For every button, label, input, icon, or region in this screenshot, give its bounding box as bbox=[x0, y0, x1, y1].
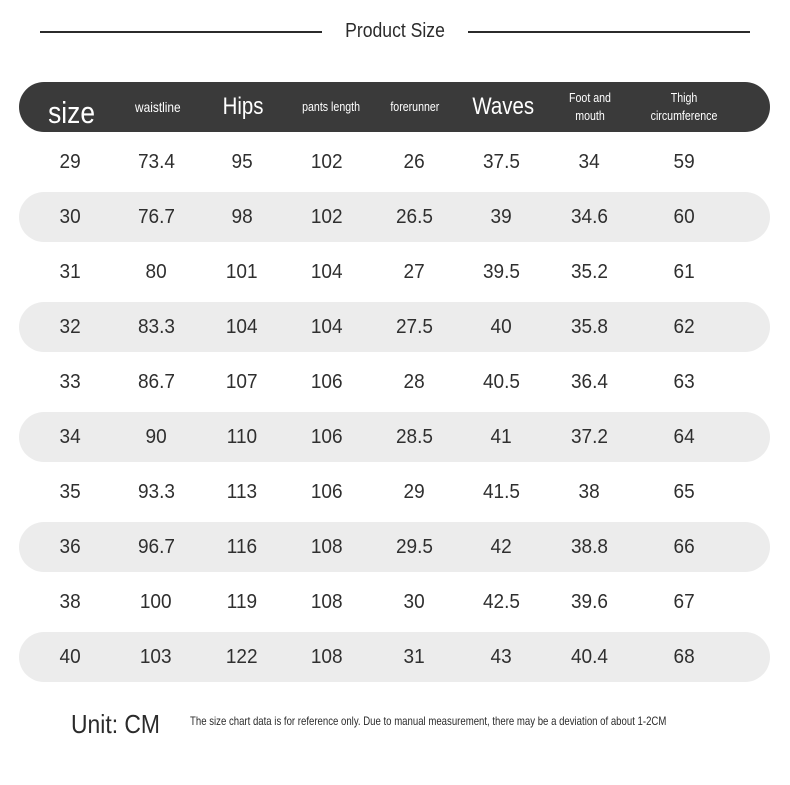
page-title: Product Size bbox=[345, 20, 445, 42]
cell-pants-length: 108 bbox=[311, 535, 343, 558]
cell-size: 38 bbox=[59, 590, 81, 613]
cell-size: 32 bbox=[59, 315, 81, 338]
cell-pants-length: 108 bbox=[311, 590, 343, 613]
table-row bbox=[19, 632, 770, 682]
cell-waves: 41 bbox=[490, 425, 512, 448]
cell-waves: 43 bbox=[490, 645, 512, 668]
cell-thigh-circumference: 67 bbox=[673, 590, 695, 613]
cell-size: 35 bbox=[59, 480, 81, 503]
cell-size: 31 bbox=[59, 260, 81, 283]
table-row bbox=[19, 357, 770, 407]
cell-waves: 40.5 bbox=[482, 370, 520, 393]
header-waistline: waistline bbox=[135, 99, 181, 115]
cell-waistline: 100 bbox=[140, 590, 172, 613]
header-hips: Hips bbox=[222, 93, 264, 120]
title-rule-right bbox=[468, 31, 750, 33]
cell-waistline: 86.7 bbox=[137, 370, 175, 393]
cell-forerunner: 27.5 bbox=[395, 315, 433, 338]
cell-hips: 95 bbox=[231, 150, 253, 173]
table-row bbox=[19, 247, 770, 297]
cell-size: 29 bbox=[59, 150, 81, 173]
cell-thigh-circumference: 64 bbox=[673, 425, 695, 448]
cell-waistline: 96.7 bbox=[137, 535, 175, 558]
table-row bbox=[19, 522, 770, 572]
cell-hips: 98 bbox=[231, 205, 253, 228]
cell-waistline: 103 bbox=[140, 645, 172, 668]
cell-hips: 107 bbox=[226, 370, 258, 393]
cell-forerunner: 27 bbox=[403, 260, 425, 283]
table-row bbox=[19, 467, 770, 517]
cell-hips: 110 bbox=[226, 425, 258, 448]
cell-pants-length: 104 bbox=[311, 315, 343, 338]
cell-foot-and-mouth: 38 bbox=[578, 480, 600, 503]
cell-size: 30 bbox=[59, 205, 81, 228]
cell-hips: 101 bbox=[226, 260, 258, 283]
cell-pants-length: 102 bbox=[311, 205, 343, 228]
title-rule-left bbox=[40, 31, 322, 33]
disclaimer-note: The size chart data is for reference only. Due to manual measurement, there may be a deviation of about 1-2CM bbox=[190, 714, 667, 728]
cell-waves: 39 bbox=[490, 205, 512, 228]
cell-foot-and-mouth: 39.6 bbox=[570, 590, 608, 613]
table-row bbox=[19, 302, 770, 352]
cell-waistline: 80 bbox=[145, 260, 167, 283]
cell-forerunner: 28.5 bbox=[395, 425, 433, 448]
cell-waistline: 90 bbox=[145, 425, 167, 448]
cell-forerunner: 29 bbox=[403, 480, 425, 503]
cell-forerunner: 31 bbox=[403, 645, 425, 668]
cell-forerunner: 26 bbox=[403, 150, 425, 173]
header-forerunner: forerunner bbox=[390, 100, 440, 114]
cell-size: 40 bbox=[59, 645, 81, 668]
cell-waves: 40 bbox=[490, 315, 512, 338]
table-row bbox=[19, 577, 770, 627]
cell-foot-and-mouth: 40.4 bbox=[570, 645, 608, 668]
cell-waistline: 83.3 bbox=[137, 315, 175, 338]
cell-foot-and-mouth: 37.2 bbox=[570, 425, 608, 448]
unit-label: Unit: CM bbox=[71, 709, 160, 739]
header-size: size bbox=[48, 95, 96, 130]
cell-thigh-circumference: 65 bbox=[673, 480, 695, 503]
cell-thigh-circumference: 62 bbox=[673, 315, 695, 338]
header-thigh-circumference: Thigh circumference bbox=[650, 91, 718, 123]
cell-thigh-circumference: 59 bbox=[673, 150, 695, 173]
cell-thigh-circumference: 66 bbox=[673, 535, 695, 558]
cell-hips: 116 bbox=[226, 535, 258, 558]
cell-waves: 42 bbox=[490, 535, 512, 558]
cell-waves: 37.5 bbox=[482, 150, 520, 173]
cell-thigh-circumference: 63 bbox=[673, 370, 695, 393]
cell-size: 33 bbox=[59, 370, 81, 393]
cell-foot-and-mouth: 36.4 bbox=[570, 370, 608, 393]
cell-pants-length: 102 bbox=[311, 150, 343, 173]
cell-waves: 42.5 bbox=[482, 590, 520, 613]
cell-hips: 119 bbox=[226, 590, 258, 613]
cell-pants-length: 106 bbox=[311, 370, 343, 393]
title-bar bbox=[40, 20, 750, 50]
cell-pants-length: 108 bbox=[311, 645, 343, 668]
cell-hips: 104 bbox=[226, 315, 258, 338]
cell-foot-and-mouth: 35.2 bbox=[570, 260, 608, 283]
header-foot-and-mouth: Foot and mouth bbox=[569, 91, 611, 123]
cell-forerunner: 28 bbox=[403, 370, 425, 393]
cell-waves: 39.5 bbox=[482, 260, 520, 283]
cell-hips: 113 bbox=[226, 480, 258, 503]
cell-pants-length: 106 bbox=[311, 425, 343, 448]
cell-waistline: 93.3 bbox=[137, 480, 175, 503]
cell-forerunner: 30 bbox=[403, 590, 425, 613]
cell-size: 36 bbox=[59, 535, 81, 558]
cell-waves: 41.5 bbox=[482, 480, 520, 503]
cell-foot-and-mouth: 35.8 bbox=[570, 315, 608, 338]
cell-foot-and-mouth: 34.6 bbox=[570, 205, 608, 228]
cell-forerunner: 29.5 bbox=[395, 535, 433, 558]
table-row bbox=[19, 137, 770, 187]
cell-pants-length: 106 bbox=[311, 480, 343, 503]
cell-pants-length: 104 bbox=[311, 260, 343, 283]
table-row bbox=[19, 192, 770, 242]
cell-waistline: 73.4 bbox=[137, 150, 175, 173]
cell-thigh-circumference: 68 bbox=[673, 645, 695, 668]
cell-thigh-circumference: 61 bbox=[673, 260, 695, 283]
header-waves: Waves bbox=[472, 93, 534, 120]
header-pants-length: pants length bbox=[302, 100, 360, 114]
cell-thigh-circumference: 60 bbox=[673, 205, 695, 228]
cell-foot-and-mouth: 34 bbox=[578, 150, 600, 173]
cell-hips: 122 bbox=[226, 645, 258, 668]
table-header bbox=[19, 82, 770, 132]
cell-foot-and-mouth: 38.8 bbox=[570, 535, 608, 558]
cell-waistline: 76.7 bbox=[137, 205, 175, 228]
cell-forerunner: 26.5 bbox=[395, 205, 433, 228]
table-row bbox=[19, 412, 770, 462]
cell-size: 34 bbox=[59, 425, 81, 448]
